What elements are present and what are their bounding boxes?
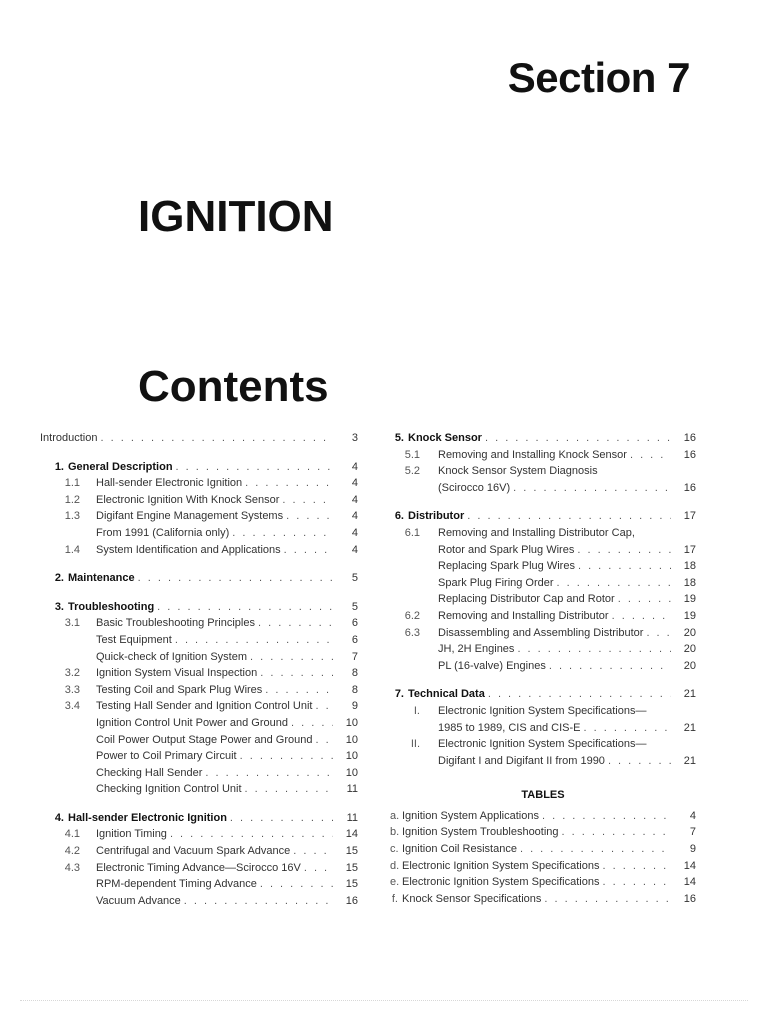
toc-entry[interactable]	[390, 575, 696, 592]
entry-number: e.	[390, 876, 400, 889]
spacer	[390, 674, 696, 686]
page-number: 11	[346, 811, 358, 824]
entry-number: 3.3	[64, 683, 80, 696]
leader-dots	[265, 682, 333, 699]
page-number: 16	[683, 892, 696, 905]
entry-title: Digifant Engine Management Systems	[96, 510, 284, 523]
toc-entry[interactable]	[40, 492, 358, 509]
leader-dots	[513, 480, 671, 497]
entry-title: Troubleshooting	[68, 600, 155, 613]
leader-dots	[240, 748, 333, 765]
toc-entry[interactable]	[390, 658, 696, 675]
entry-title: Testing Coil and Spark Plug Wires	[96, 683, 263, 696]
table-list-item[interactable]	[390, 891, 696, 908]
entry-number: II.	[410, 738, 420, 751]
entry-title: Digifant I and Digifant II from 1990	[438, 754, 605, 767]
toc-entry[interactable]	[40, 876, 358, 893]
leader-dots	[578, 558, 671, 575]
toc-entry[interactable]	[40, 649, 358, 666]
page-number: 4	[351, 510, 358, 523]
entry-title: Electronic Ignition System Specifications—	[438, 738, 647, 751]
entry-title: Disassembling and Assembling Distributor	[438, 626, 644, 639]
page-number: 8	[351, 683, 358, 696]
entry-title: Testing Hall Sender and Ignition Control Unit	[96, 700, 313, 713]
entry-number: f.	[391, 892, 398, 905]
toc-entry[interactable]	[40, 748, 358, 765]
page-number: 17	[683, 543, 696, 556]
page-number: 21	[683, 721, 696, 734]
page-number: 19	[683, 593, 696, 606]
leader-dots	[286, 508, 333, 525]
entry-number: 6.1	[404, 526, 420, 539]
toc-entry[interactable]	[390, 641, 696, 658]
leader-dots	[630, 447, 671, 464]
toc-entry[interactable]	[390, 608, 696, 625]
entry-title: Vacuum Advance	[96, 894, 181, 907]
page-number: 5	[351, 600, 358, 613]
leader-dots	[138, 570, 333, 587]
toc-entry[interactable]	[390, 753, 696, 770]
page-number: 7	[689, 826, 696, 839]
page-number: 4	[689, 809, 696, 822]
entry-title: Hall-sender Electronic Ignition	[96, 477, 243, 490]
entry-number: 5.	[394, 432, 404, 444]
page-number: 11	[346, 783, 358, 796]
leader-dots	[232, 525, 333, 542]
toc-entry[interactable]	[40, 843, 358, 860]
page-number: 21	[683, 688, 696, 701]
entry-title: Basic Troubleshooting Principles	[96, 617, 255, 630]
page-number: 4	[351, 477, 358, 490]
toc-entry[interactable]	[40, 893, 358, 910]
entry-title: Removing and Installing Knock Sensor	[438, 448, 627, 461]
page-number: 21	[683, 754, 696, 767]
toc-section-entry[interactable]	[40, 599, 358, 616]
toc-entry[interactable]	[40, 508, 358, 525]
leader-dots	[602, 858, 671, 875]
toc-entry[interactable]	[40, 732, 358, 749]
page-number: 5	[351, 572, 358, 585]
contents-heading: Contents	[138, 362, 329, 411]
page-number: 4	[351, 526, 358, 539]
table-list-item[interactable]	[390, 824, 696, 841]
entry-number: b.	[390, 826, 400, 839]
toc-entry[interactable]	[390, 447, 696, 464]
page-number: 19	[683, 609, 696, 622]
entry-title: Knock Sensor System Diagnosis	[438, 465, 598, 478]
entry-title: Rotor and Spark Plug Wires	[438, 543, 575, 556]
entry-number: 1.4	[64, 543, 80, 556]
chapter-title: IGNITION	[138, 192, 334, 241]
toc-entry[interactable]	[40, 698, 358, 715]
toc-entry[interactable]	[390, 525, 696, 542]
entry-title: Maintenance	[68, 572, 135, 585]
entry-title: Removing and Installing Distributor Cap,	[438, 526, 635, 539]
page-number: 20	[683, 626, 696, 639]
entry-number: 3.	[54, 600, 64, 613]
toc-entry[interactable]	[390, 463, 696, 480]
toc-entry[interactable]	[40, 826, 358, 843]
page-number: 6	[351, 617, 358, 630]
toc-left-column	[40, 430, 358, 909]
entry-title: System Identification and Applications	[96, 543, 281, 556]
leader-dots	[608, 753, 671, 770]
entry-number: 4.	[54, 811, 64, 824]
table-list-item[interactable]	[390, 841, 696, 858]
toc-section-entry[interactable]	[40, 459, 358, 476]
leader-dots	[485, 430, 671, 447]
leader-dots	[230, 810, 333, 827]
entry-title: Removing and Installing Distributor	[438, 609, 609, 622]
toc-entry[interactable]	[40, 765, 358, 782]
page-number: 18	[683, 576, 696, 589]
page-number: 15	[345, 878, 358, 891]
page-number: 3	[351, 432, 358, 444]
entry-number: 6.	[394, 510, 404, 523]
page-number: 18	[683, 560, 696, 573]
toc-section-entry[interactable]	[390, 508, 696, 525]
leader-dots	[520, 841, 671, 858]
entry-title: Knock Sensor	[408, 432, 482, 444]
page-number: 10	[345, 766, 358, 779]
leader-dots	[293, 843, 333, 860]
entry-title: Quick-check of Ignition System	[96, 650, 248, 663]
toc-entry[interactable]	[390, 720, 696, 737]
entry-title: Ignition Timing	[96, 828, 167, 841]
tables-heading: TABLES	[521, 789, 565, 802]
page-number: 4	[351, 460, 358, 473]
toc-entry[interactable]	[40, 665, 358, 682]
page-number: 15	[345, 845, 358, 858]
leader-dots	[315, 698, 333, 715]
toc-entry[interactable]	[40, 715, 358, 732]
page-number: 17	[683, 510, 696, 523]
entry-title: From 1991 (California only)	[96, 526, 230, 539]
page-number: 14	[683, 859, 696, 872]
entry-number: I.	[413, 704, 420, 717]
entry-title: 1985 to 1989, CIS and CIS-E	[438, 721, 581, 734]
entry-title: Test Equipment	[96, 633, 172, 646]
entry-number: d.	[390, 859, 400, 872]
entry-title: PL (16-valve) Engines	[438, 659, 546, 672]
page-number: 9	[689, 843, 696, 856]
toc-right-column	[390, 430, 696, 907]
page-number: 20	[683, 643, 696, 656]
page-number: 14	[683, 876, 696, 889]
leader-dots	[205, 765, 333, 782]
leader-dots	[258, 615, 333, 632]
entry-title: Electronic Ignition System Specifications	[402, 876, 600, 889]
toc-entry[interactable]	[390, 625, 696, 642]
entry-title: Ignition System Troubleshooting	[402, 826, 559, 839]
footer-divider	[20, 1000, 748, 1001]
entry-title: (Scirocco 16V)	[438, 481, 511, 494]
leader-dots	[544, 891, 671, 908]
page-number: 10	[345, 750, 358, 763]
entry-title: Knock Sensor Specifications	[402, 892, 542, 905]
entry-number: 4.1	[64, 828, 80, 841]
leader-dots	[612, 608, 671, 625]
spacer	[40, 798, 358, 810]
entry-number: c.	[390, 843, 399, 856]
page-number: 7	[351, 650, 358, 663]
leader-dots	[184, 893, 333, 910]
leader-dots	[517, 641, 671, 658]
toc-entry[interactable]	[390, 480, 696, 497]
leader-dots	[602, 874, 671, 891]
entry-number: 3.1	[64, 617, 80, 630]
toc-entry[interactable]	[40, 542, 358, 559]
entry-title: Electronic Ignition With Knock Sensor	[96, 493, 280, 506]
entry-title: Replacing Distributor Cap and Rotor	[438, 593, 615, 606]
entry-number: 5.1	[404, 448, 420, 461]
toc-entry[interactable]	[40, 430, 358, 447]
page-number: 16	[683, 432, 696, 444]
page-number: 6	[351, 633, 358, 646]
entry-number: 7.	[394, 688, 404, 701]
entry-title: Technical Data	[408, 688, 485, 701]
page-number: 16	[683, 448, 696, 461]
leader-dots	[170, 826, 333, 843]
leader-dots	[260, 876, 333, 893]
entry-title: Hall-sender Electronic Ignition	[68, 811, 227, 824]
toc-entry[interactable]	[40, 682, 358, 699]
toc-entry[interactable]	[390, 542, 696, 559]
leader-dots	[175, 632, 333, 649]
section-label: Section 7	[507, 54, 690, 101]
entry-title: RPM-dependent Timing Advance	[96, 878, 257, 891]
page-number: 16	[683, 481, 696, 494]
entry-title: Checking Hall Sender	[96, 766, 203, 779]
toc-section-entry[interactable]	[390, 430, 696, 447]
leader-dots	[557, 575, 671, 592]
leader-dots	[304, 860, 333, 877]
toc-section-entry[interactable]	[390, 686, 696, 703]
entry-title: Ignition System Applications	[402, 809, 539, 822]
toc-entry[interactable]	[40, 860, 358, 877]
entry-number: 3.2	[64, 667, 80, 680]
leader-dots	[245, 781, 333, 798]
page-number: 4	[351, 543, 358, 556]
toc-entry[interactable]	[40, 615, 358, 632]
entry-title: Distributor	[408, 510, 465, 523]
entry-number: 5.2	[404, 465, 420, 478]
entry-title: Power to Coil Primary Circuit	[96, 750, 237, 763]
entry-title: Centrifugal and Vacuum Spark Advance	[96, 845, 291, 858]
entry-number: 1.	[54, 460, 64, 473]
entry-number: 1.1	[64, 477, 80, 490]
spacer	[40, 587, 358, 599]
entry-title: JH, 2H Engines	[438, 643, 515, 656]
page-number: 8	[351, 667, 358, 680]
entry-title: General Description	[68, 460, 173, 473]
leader-dots	[562, 824, 671, 841]
entry-title: Replacing Spark Plug Wires	[438, 560, 575, 573]
toc-entry[interactable]	[390, 736, 696, 753]
toc-entry[interactable]	[390, 591, 696, 608]
entry-title: Checking Ignition Control Unit	[96, 783, 242, 796]
entry-number: 6.2	[404, 609, 420, 622]
page-number: 20	[683, 659, 696, 672]
leader-dots	[467, 508, 671, 525]
entry-title: Electronic Ignition System Specifications—	[438, 704, 647, 717]
entry-title: Ignition System Visual Inspection	[96, 667, 258, 680]
leader-dots	[176, 459, 333, 476]
spacer	[390, 496, 696, 508]
toc-entry[interactable]	[40, 475, 358, 492]
entry-number: 4.3	[64, 861, 80, 874]
spacer	[40, 558, 358, 570]
page-number: 16	[345, 894, 358, 907]
leader-dots	[100, 430, 333, 447]
entry-title: Ignition Control Unit Power and Ground	[96, 716, 288, 729]
entry-title: Spark Plug Firing Order	[438, 576, 554, 589]
toc-entry[interactable]	[40, 632, 358, 649]
leader-dots	[577, 542, 671, 559]
page-number: 15	[345, 861, 358, 874]
entry-title: Electronic Timing Advance—Scirocco 16V	[96, 861, 301, 874]
leader-dots	[542, 808, 671, 825]
entry-title: Introduction	[40, 432, 98, 444]
leader-dots	[284, 542, 333, 559]
toc-section-entry[interactable]	[40, 570, 358, 587]
leader-dots	[245, 475, 333, 492]
entry-number: 1.3	[64, 510, 80, 523]
toc-entry[interactable]	[390, 703, 696, 720]
leader-dots	[282, 492, 333, 509]
spacer	[390, 769, 696, 781]
toc-section-entry[interactable]	[40, 810, 358, 827]
table-list-item[interactable]	[390, 808, 696, 825]
leader-dots	[646, 625, 671, 642]
leader-dots	[291, 715, 333, 732]
page-number: 10	[345, 733, 358, 746]
page-number: 9	[351, 700, 358, 713]
entry-title: Coil Power Output Stage Power and Ground	[96, 733, 313, 746]
entry-number: 4.2	[64, 845, 80, 858]
entry-number: 3.4	[64, 700, 80, 713]
table-list-item[interactable]	[390, 874, 696, 891]
leader-dots	[583, 720, 671, 737]
entry-number: 1.2	[64, 493, 80, 506]
leader-dots	[488, 686, 671, 703]
leader-dots	[315, 732, 333, 749]
page-number: 14	[345, 828, 358, 841]
toc-entry[interactable]	[390, 558, 696, 575]
page-number: 10	[345, 716, 358, 729]
leader-dots	[549, 658, 671, 675]
entry-number: 2.	[54, 572, 64, 585]
leader-dots	[618, 591, 671, 608]
leader-dots	[260, 665, 333, 682]
entry-title: Ignition Coil Resistance	[402, 843, 517, 856]
table-list-item[interactable]	[390, 858, 696, 875]
entry-number: 6.3	[404, 626, 420, 639]
toc-entry[interactable]	[40, 525, 358, 542]
leader-dots	[157, 599, 333, 616]
entry-number: a.	[390, 809, 400, 822]
toc-entry[interactable]	[40, 781, 358, 798]
entry-title: Electronic Ignition System Specifications	[402, 859, 600, 872]
page-number: 4	[351, 493, 358, 506]
spacer	[40, 447, 358, 459]
leader-dots	[250, 649, 333, 666]
